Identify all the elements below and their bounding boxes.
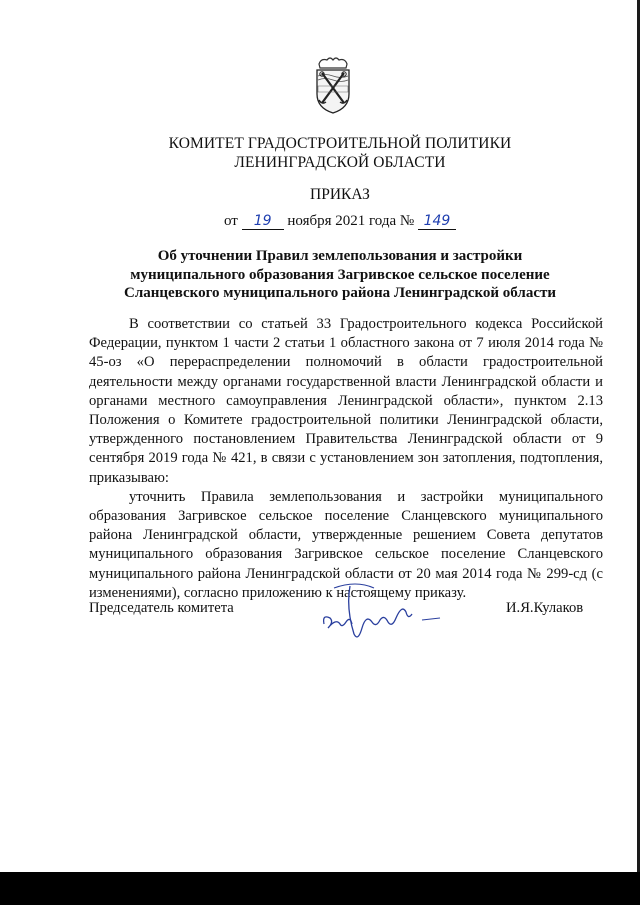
scan-bottom-border <box>0 872 640 905</box>
coat-of-arms-icon <box>313 56 353 114</box>
title-line-1: Об уточнении Правил землепользования и застройки <box>157 248 523 264</box>
org-line-1: КОМИТЕТ ГРАДОСТРОИТЕЛЬНОЙ ПОЛИТИКИ <box>168 135 512 152</box>
handwritten-signature <box>316 578 456 644</box>
document-body <box>89 315 603 603</box>
date-line <box>0 213 640 230</box>
body-paragraph-1: В соответствии со статьей 33 Градостроительного кодекса Российской Федерации, пунктом 1 части 2 статьи 1 областного закона от 7 июля 2014 года № 45-оз «О перераспределении полномочий в области градостроительной деятельности между органами государственной власти Ленинградской области и органами местного самоуправления Ленинградской области», пунктом 2.13 Положения о Комитете градостроительной политики Ленинградской области, утвержденного постановлением Правительства Ленинградской области от 9 сентября 2019 года № 421, в связи с установлением зон затопления, подтопления, приказываю: <box>89 316 603 486</box>
title-line-2: муниципального образования Загривское сельское поселение <box>130 266 550 283</box>
document-type: ПРИКАЗ <box>310 186 370 203</box>
title-line-3: Сланцевского муниципального района Ленинградской области <box>124 285 556 301</box>
date-day-handwritten: 19 <box>242 213 284 230</box>
org-line-2: ЛЕНИНГРАДСКОЙ ОБЛАСТИ <box>234 154 446 171</box>
date-middle: ноября 2021 года № <box>287 213 415 229</box>
signatory-name: И.Я.Кулаков <box>506 600 584 616</box>
body-paragraph-2: уточнить Правила землепользования и застройки муниципального образования Загривское сельское поселение Сланцевского муниципального района Ленинградской области, утвержденные решением Совета депутатов муниципального образования Загривское сельское поселение Сланцевского муниципального района Ленинградской области от 20 мая 2014 года № 299-сд (с изменениями), согласно приложению к настоящему приказу. <box>89 488 603 601</box>
document-title <box>0 247 640 303</box>
order-number-handwritten: 149 <box>418 213 456 230</box>
organization-name <box>0 134 640 172</box>
signatory-position: Председатель комитета <box>89 600 234 616</box>
date-prefix: от <box>224 213 238 229</box>
